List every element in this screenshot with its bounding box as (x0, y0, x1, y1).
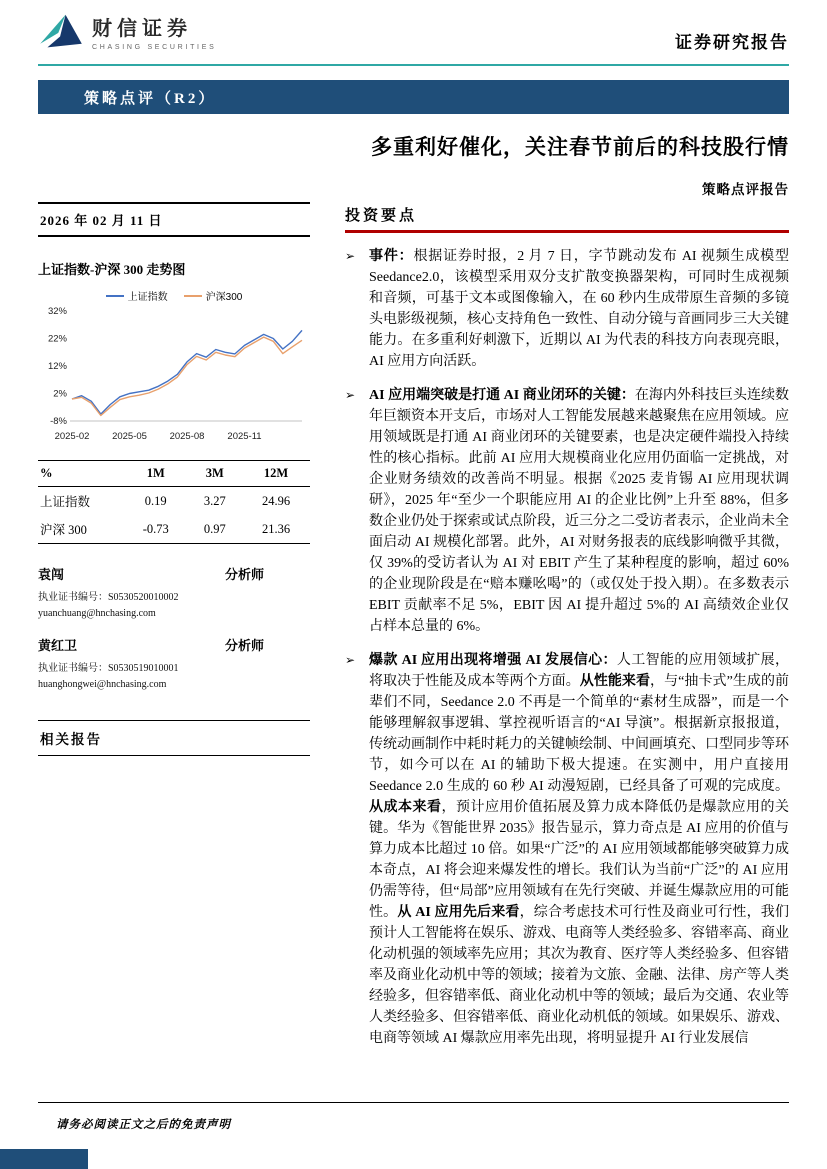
analyst-email: yuanchuang@hnchasing.com (38, 608, 156, 619)
trend-chart-svg (38, 303, 310, 445)
main-content (345, 204, 789, 1062)
legend-label-sh: 上证指数 (127, 292, 168, 303)
svg-text:-8%: -8% (50, 416, 67, 427)
brand (38, 12, 216, 51)
report-title: 多重利好催化，关注春节前后的科技股行情 (371, 135, 789, 159)
perf-header-12m: 12M (263, 466, 289, 480)
bullet-item (345, 650, 789, 1049)
bullet-paragraph: AI 应用端突破是打通 AI 商业闭环的关键：在海内外科技巨头连续数年巨额资本开支后，市场对人工智能发展越来越聚焦在应用领域。应用领域既是打通 AI 商业闭环的关键要素，也是决定硬件端投入持续性的核心指标。此前 AI 应用大规模商业化应用仍面临一定挑战，对企业财务绩效的改善尚不明显。根据《2025 麦肯锡 AI 应用现状调研》，2025 年“至少一个职能应用 AI 的企业比例”上升至 88%，但多数企业仍处于探索或试点阶段，近三分之二受访者表示，企业尚未全面启动 AI 规模化部署。此外，AI 对财务报表的底线影响微乎其微，仅 39%的受访者认为 AI 对 EBIT 产生了某种程度的影响，超过 60%的企业现阶段是在“赔本赚吆喝”的（或仅处于投入期）。在多数表示 EBIT 贡献率不足 5%，EBIT 因 AI 提升超过 5%的 AI 高绩效企业仅占样本总量的 6%。 (369, 388, 790, 634)
category-banner (38, 80, 789, 114)
svg-text:2025-08: 2025-08 (169, 431, 205, 442)
svg-text:32%: 32% (47, 306, 67, 317)
report-date: 2026 年 02 月 11 日 (38, 202, 310, 237)
sidebar (38, 202, 310, 756)
brand-text (92, 12, 216, 51)
report-subtitle: 策略点评报告 (702, 182, 789, 197)
svg-text:2025-05: 2025-05 (112, 431, 147, 442)
brand-name-en: CHASING SECURITIES (92, 44, 217, 51)
svg-text:2025-02: 2025-02 (54, 431, 90, 442)
bullet-paragraph: 事件：根据证券时报，2 月 7 日，字节跳动发布 AI 视频生成模型 Seedance2.0，该模型采用双分支扩散变换器架构，可同时生成视频和音频，可基于文本或图像输入，在 60 秒内生成带原生音频的多镜头电影级视频，核心支持角色一致性、自动分镜与音画同步三大关键能力。在多重利好刺激下，近期以 AI 为代表的科技方向表现亮眼，AI 应用方向活跃。 (369, 249, 790, 369)
legend-line-sh-icon (106, 295, 124, 297)
brand-logo-icon (38, 13, 84, 51)
related-reports-heading: 相关报告 (38, 720, 310, 756)
perf-cell: 3.27 (203, 493, 226, 508)
footer-divider (38, 1102, 789, 1103)
header-divider (38, 64, 789, 66)
legend-label-csi: 沪深300 (205, 292, 243, 303)
footer-band (0, 1149, 88, 1169)
bullet-arrow-icon: ➢ (345, 249, 356, 263)
perf-cell: 0.19 (144, 493, 167, 508)
table-row (38, 515, 310, 544)
perf-cell: 24.96 (262, 493, 291, 508)
analyst-email: huanghongwei@hnchasing.com (38, 679, 167, 690)
legend-line-csi-icon (184, 295, 202, 297)
perf-header-3m: 3M (205, 466, 224, 480)
bullet-list (345, 246, 789, 1049)
table-header-row (38, 461, 310, 487)
perf-cell: 21.36 (262, 521, 291, 536)
chart-legend (38, 288, 310, 303)
analyst-role: 分析师 (224, 567, 264, 582)
perf-row-name: 沪深 300 (40, 523, 87, 537)
bullet-item (345, 385, 789, 637)
series-line-0 (72, 330, 302, 414)
analyst-row (38, 635, 310, 654)
perf-header-pct: % (40, 466, 53, 480)
analyst-role: 分析师 (224, 638, 264, 653)
chart-title: 上证指数-沪深 300 走势图 (38, 262, 186, 277)
analyst-block (38, 635, 310, 690)
table-row (38, 487, 310, 516)
bullet-paragraph: 爆款 AI 应用出现将增强 AI 发展信心：人工智能的应用领域扩展，将取决于性能及成本等两个方面。从性能来看，与“抽卡式”生成的前辈们不同，Seedance 2.0 不再是一个简单的“素材生成器”，而是一个能够理解叙事逻辑、掌控视听语言的“AI 导演”。根据新京报报道，传统动画制作中耗时耗力的关键帧绘制、中间画填充、口型同步等环节，如今可以在 AI 的辅助下极大提速。在实测中，用户直接用 Seedance 2.0 生成的 60 秒 AI 动漫短剧，已经具备了可观的完成度。从成本来看，预计应用价值拓展及算力成本降低仍是爆款应用的关键。华为《智能世界 2035》报告显示，算力奇点是 AI 应用的价值与算力成本比超过 10 倍。如果“广泛”的 AI 应用领域都能够突破算力成本奇点，AI 将会迎来爆发性的增长。我们认为当前“广泛”的 AI 应用仍需等待，但“局部”应用领域有在先行突破、并诞生爆款应用的可能性。从 AI 应用先后来看，综合考虑技术可行性及商业可行性，我们预计人工智能将在娱乐、游戏、电商等人类经验多、容错率高、商业化动机强的领域率先应用；其次为教育、医疗等人类经验多、但容错率及商业化动机中等的领域；接着为文旅、金融、法律、房产等人类经验多，但容错率低、商业化动机中等的领域；最后为交通、农业等人类经验多、但容错率低、商业化动机低的领域。如果娱乐、游戏、电商等领域 AI 爆款应用率先出现，将明显提升 AI 行业发展信 (369, 653, 789, 1046)
trend-chart (38, 288, 310, 450)
disclaimer-text: 请务必阅读正文之后的免责声明 (56, 1119, 231, 1131)
svg-text:2%: 2% (53, 388, 67, 400)
legend-item-csi (184, 288, 243, 303)
perf-header-1m: 1M (146, 466, 165, 480)
analyst-row (38, 564, 310, 583)
page-header (38, 12, 789, 53)
section-underline (345, 230, 789, 233)
bullet-arrow-icon: ➢ (345, 653, 356, 667)
svg-text:12%: 12% (47, 361, 67, 372)
analyst-name: 黄红卫 (38, 638, 78, 653)
doc-type-label: 证券研究报告 (675, 33, 789, 52)
bullet-item (345, 246, 789, 372)
perf-cell: 0.97 (203, 521, 226, 536)
svg-text:22%: 22% (47, 333, 67, 345)
analyst-cert: 执业证书编号：S0530520010002 (38, 592, 179, 603)
analyst-block (38, 564, 310, 619)
category-banner-label: 策略点评（R2） (84, 90, 217, 107)
analyst-cert: 执业证书编号：S0530519010001 (38, 663, 179, 674)
svg-text:2025-11: 2025-11 (227, 431, 262, 442)
section-title: 投资要点 (345, 208, 418, 224)
perf-row-name: 上证指数 (40, 495, 91, 509)
legend-item-sh (106, 288, 168, 303)
brand-name: 财信证券 (92, 18, 192, 40)
series-line-1 (72, 337, 302, 415)
bullet-arrow-icon: ➢ (345, 388, 356, 402)
analyst-name: 袁闯 (38, 567, 65, 582)
performance-table (38, 460, 310, 544)
perf-cell: -0.73 (142, 521, 169, 536)
